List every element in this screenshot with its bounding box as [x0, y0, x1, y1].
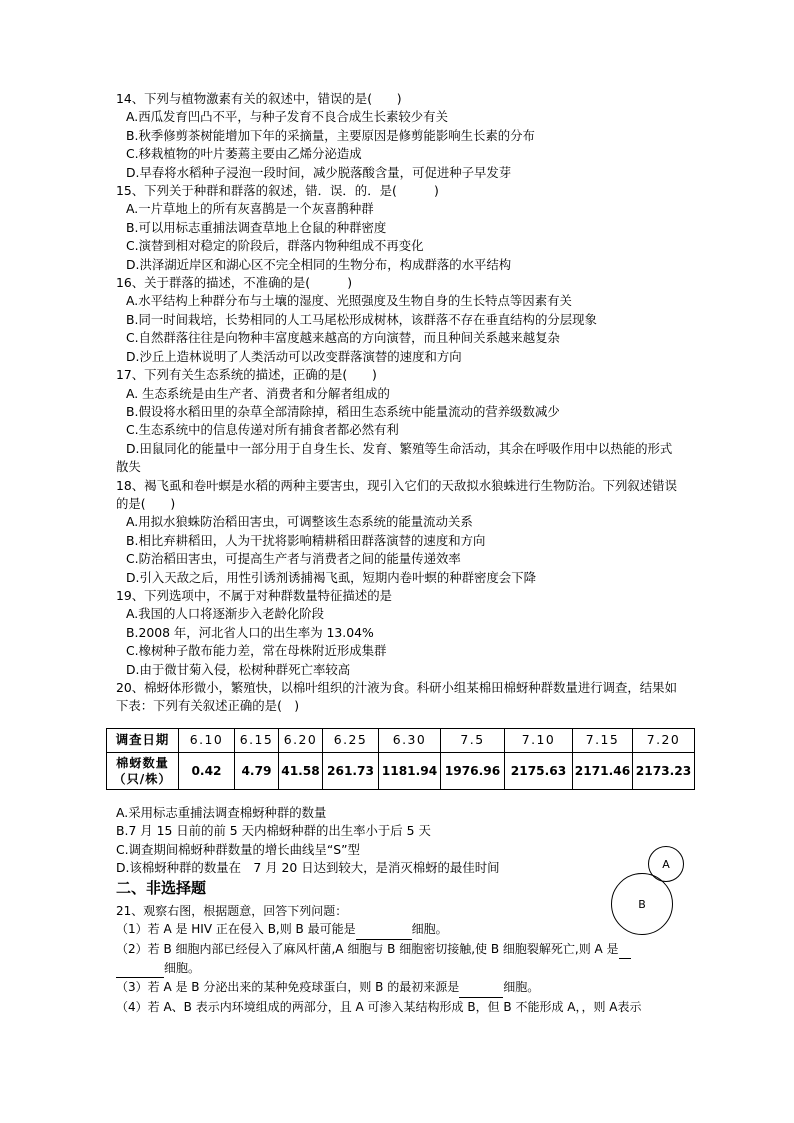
count-cell: 4.79 [235, 752, 279, 789]
count-cell: 261.73 [323, 752, 379, 789]
question-stem: 21、观察右图，根据题意，回答下列问题： [116, 903, 348, 918]
subquestion-2-suffix: 细胞。 [164, 961, 201, 976]
question-stem: 15、下列关于种群和群落的叙述，错．误．的．是( ) [116, 183, 439, 199]
option-a: A.用拟水狼蛛防治稻田害虫，可调整该生态系统的能量流动关系 [126, 514, 473, 530]
answer-blank[interactable] [116, 959, 164, 978]
date-cell: 6.10 [179, 728, 235, 752]
count-cell: 1181.94 [379, 752, 441, 789]
circle-a [648, 846, 684, 882]
date-cell: 7.5 [441, 728, 505, 752]
option-a: A.我国的人口将逐渐步入老龄化阶段 [126, 606, 325, 622]
date-cell: 7.10 [505, 728, 573, 752]
subquestion-1-suffix: 细胞。 [411, 922, 448, 937]
option-b: B.相比弃耕稻田，人为干扰将影响精耕稻田群落演替的速度和方向 [126, 532, 486, 548]
option-d: D.沙丘上造林说明了人类活动可以改变群落演替的速度和方向 [126, 348, 462, 364]
date-cell: 7.15 [573, 728, 633, 752]
circle-b [611, 873, 673, 935]
option-c: C.橡树种子散布能力差，常在母株附近形成集群 [126, 643, 387, 659]
question-14 [116, 90, 746, 182]
date-cell: 6.15 [235, 728, 279, 752]
count-cell: 2171.46 [573, 752, 633, 789]
count-row [107, 752, 695, 789]
subquestion-3-suffix: 细胞。 [503, 980, 540, 995]
option-c: C.防治稻田害虫，可提高生产者与消费者之间的能量传递效率 [126, 551, 461, 567]
option-d: D.该棉蚜种群的数量在 7 月 20 日达到较大，是消灭棉蚜的最佳时间 [116, 860, 500, 876]
question-16 [116, 274, 746, 366]
option-a: A.水平结构上种群分布与土壤的湿度、光照强度及生物自身的生长特点等因素有关 [126, 293, 572, 309]
question-stem: 18、褐飞虱和卷叶螟是水稻的两种主要害虫，现引入它们的天敌拟水狼蛛进行生物防治。下列叙述错误 [116, 477, 677, 493]
option-d: D.早春将水稻种子浸泡一段时间，减少脱落酸含量，可促进种子早发芽 [126, 164, 512, 180]
subquestion-3-text: （3）若 A 是 B 分泌出来的某种免疫球蛋白，则 B 的最初来源是 [116, 980, 460, 995]
option-d-continuation: 散失 [116, 459, 141, 475]
option-c: C.调查期间棉蚜种群数量的增长曲线呈“S”型 [116, 841, 360, 857]
option-d: D.洪泽湖近岸区和湖心区不完全相同的生物分布，构成群落的水平结构 [126, 256, 512, 272]
aphid-survey-table [106, 728, 695, 790]
question-stem: 17、下列有关生态系统的描述，正确的是( ) [116, 367, 377, 383]
option-a: A. 生态系统是由生产者、消费者和分解者组成的 [126, 385, 390, 401]
option-c: C.自然群落往往是向物种丰富度越来越高的方向演替，而且种间关系越来越复杂 [126, 330, 560, 346]
option-d: D.由于微甘菊入侵，松树种群死亡率较高 [126, 661, 351, 677]
question-stem: 14、下列与植物激素有关的叙述中，错误的是( ) [116, 91, 402, 106]
question-stem-continued: 的是( ) [116, 495, 176, 511]
option-b: B.可以用标志重捕法调查草地上仓鼠的种群密度 [126, 219, 387, 235]
question-17 [116, 366, 746, 476]
header-date: 调查日期 [107, 728, 179, 752]
question-18 [116, 477, 746, 587]
count-cell: 2173.23 [633, 752, 695, 789]
subquestion-2-text: （2）若 B 细胞内部已经侵入了麻风杆菌,A 细胞与 B 细胞密切接触,使 B 细胞裂解死亡,则 A 是 [116, 941, 619, 956]
option-a: A.西瓜发育凹凸不平，与种子发育不良合成生长素较少有关 [126, 109, 448, 125]
option-b: B.秋季修剪茶树能增加下年的采摘量，主要原因是修剪能影响生长素的分布 [126, 127, 535, 143]
count-cell: 2175.63 [505, 752, 573, 789]
question-stem: 16、关于群落的描述，不准确的是( ) [116, 275, 353, 291]
option-d: D.田鼠同化的能量中一部分用于自身生长、发育、繁殖等生命活动，其余在呼吸作用中以热能的形式 [126, 440, 673, 456]
question-15 [116, 182, 746, 274]
question-stem-continued: 下表：下列有关叙述正确的是( ) [116, 698, 300, 714]
count-cell: 0.42 [179, 752, 235, 789]
question-19 [116, 587, 746, 679]
date-cell: 6.25 [323, 728, 379, 752]
option-a: A.采用标志重捕法调查棉蚜种群的数量 [116, 804, 327, 820]
option-b: B.7 月 15 日前的前 5 天内棉蚜种群的出生率小于后 5 天 [116, 823, 431, 839]
circle-b-label: B [638, 897, 646, 911]
count-cell: 1976.96 [441, 752, 505, 789]
answer-blank[interactable] [356, 920, 412, 939]
option-b: B.同一时间栽培，长势相同的人工马尾松形成树林，该群落不存在垂直结构的分层现象 [126, 311, 597, 327]
date-cell: 6.20 [279, 728, 323, 752]
option-c: C.移栽植物的叶片萎蔫主要由乙烯分泌造成 [126, 146, 362, 162]
subquestion-4: （4）若 A、B 表示内环境组成的两部分，且 A 可渗入某结构形成 B，但 B 不能形成 A，，则 A表示 [116, 999, 642, 1014]
option-c: C.演替到相对稳定的阶段后，群落内物种组成不再变化 [126, 238, 424, 254]
circle-a-label: A [662, 857, 670, 871]
question-20 [113, 679, 746, 877]
date-cell: 6.30 [379, 728, 441, 752]
question-stem: 19、下列选项中，不属于对种群数量特征描述的是 [116, 587, 392, 603]
answer-blank[interactable] [619, 940, 631, 959]
section-title: 二、非选择题 [116, 879, 207, 898]
question-stem: 20、棉蚜体形微小，繁殖快，以棉叶组织的汁液为食。科研小组某棉田棉蚜种群数量进行调查，结果如 [116, 680, 677, 695]
survey-table-wrapper [106, 728, 746, 790]
option-b: B.假设将水稻田里的杂草全部清除掉，稻田生态系统中能量流动的营养级数减少 [126, 403, 560, 419]
option-b: B.2008 年，河北省人口的出生率为 13.04% [126, 624, 374, 640]
date-cell: 7.20 [633, 728, 695, 752]
header-count: 棉蚜数量（只/株） [107, 752, 179, 789]
option-d: D.引入天敌之后，用性引诱剂诱捕褐飞虱，短期内卷叶螟的种群密度会下降 [126, 569, 536, 585]
date-row [107, 728, 695, 752]
option-c: C.生态系统中的信息传递对所有捕食者都必然有利 [126, 422, 399, 438]
subquestion-3 [116, 978, 746, 997]
subquestion-2 [116, 940, 746, 979]
answer-blank[interactable] [459, 978, 503, 997]
subquestion-1-text: （1）若 A 是 HIV 正在侵入 B,则 B 最可能是 [116, 922, 356, 937]
count-cell: 41.58 [279, 752, 323, 789]
option-a: A.一片草地上的所有灰喜鹊是一个灰喜鹊种群 [126, 201, 374, 217]
